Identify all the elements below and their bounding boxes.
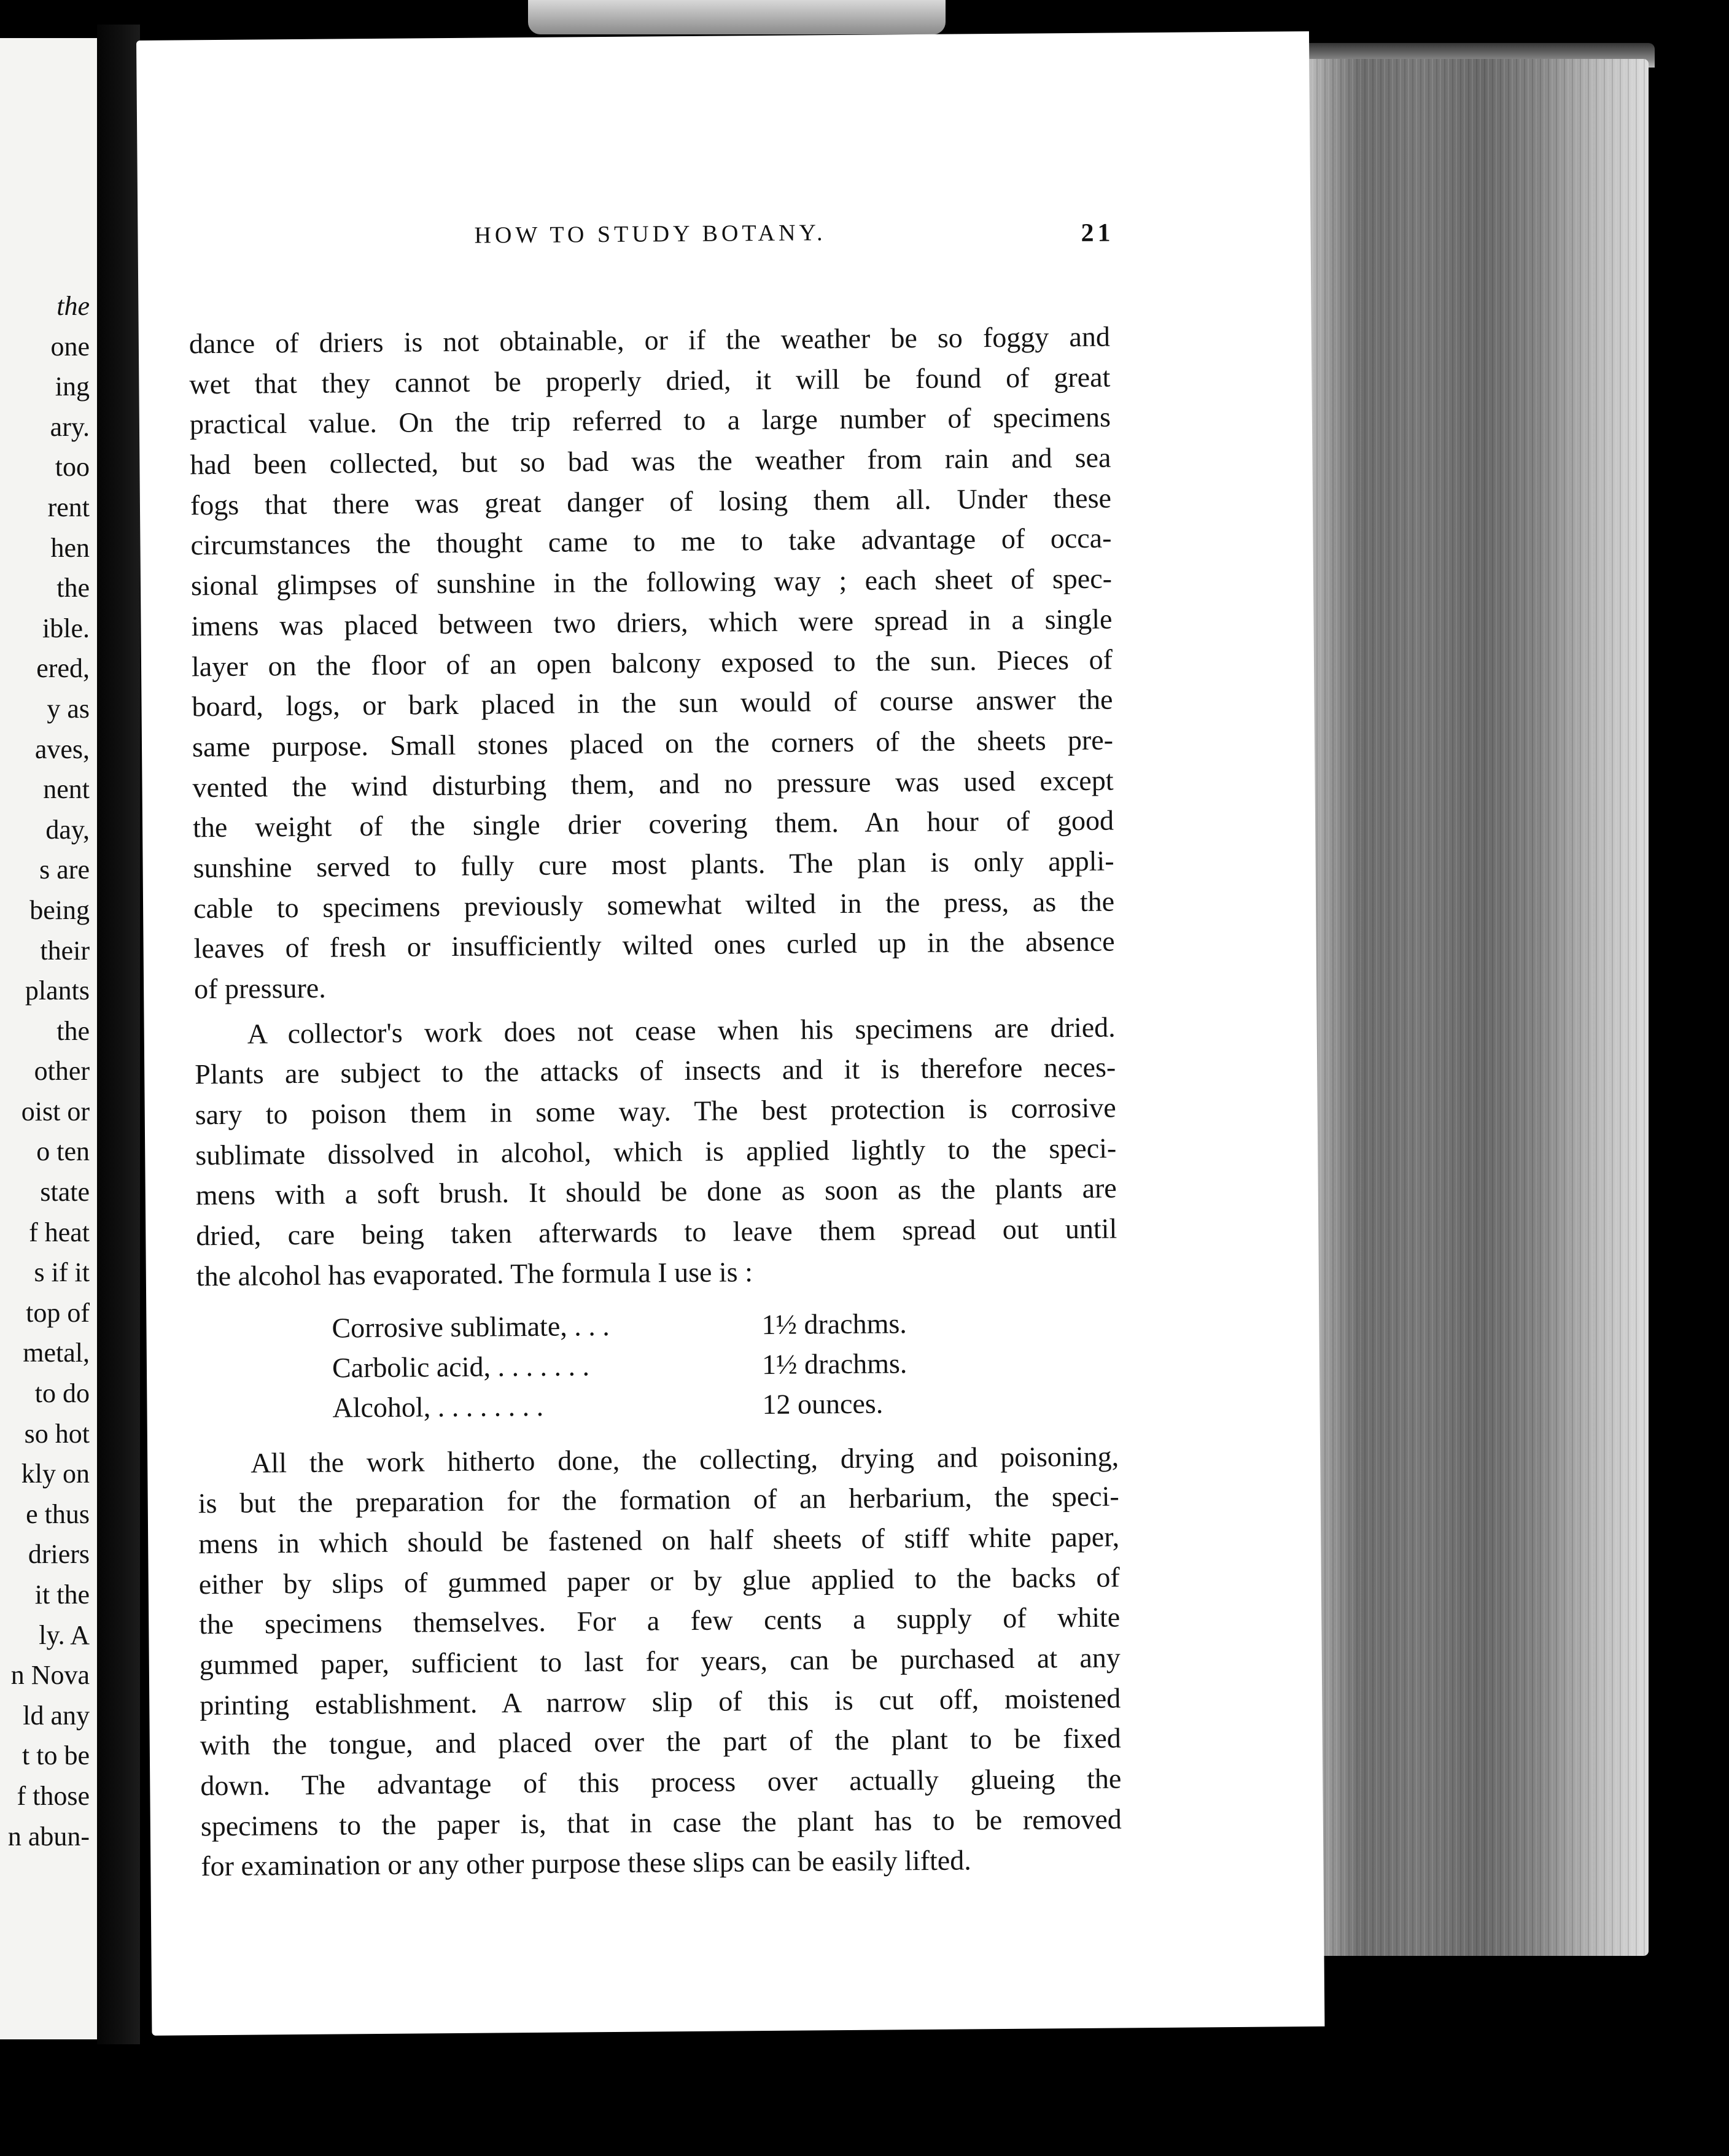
text-line: had been collected, but so bad was the weather from rain and sea [190, 441, 1111, 481]
text-line: either by slips of gummed paper or by glue applied to the backs of [198, 1561, 1120, 1600]
formula-amount: 12 ounces. [762, 1387, 884, 1420]
text-line: leaves of fresh or insufficiently wilted ones curled up in the absence [193, 925, 1115, 964]
left-page-line-fragment: kly on [21, 1459, 90, 1489]
left-page-line-ends [0, 286, 90, 1856]
left-page-line-fragment: other [34, 1056, 90, 1087]
text-line: printing establishment. A narrow slip of this is cut off, moistened [200, 1682, 1121, 1721]
left-page-line-fragment: it the [34, 1580, 90, 1610]
book-page [136, 31, 1324, 2036]
formula-ingredient: Alcohol, . . . . . . . . [332, 1390, 544, 1424]
left-page-line-fragment: driers [28, 1539, 90, 1570]
formula-ingredient: Corrosive sublimate, . . . [332, 1309, 610, 1344]
text-line: for examination or any other purpose these slips can be easily lifted. [201, 1844, 971, 1882]
text-line: specimens to the paper is, that in case the plant has to be removed [200, 1803, 1122, 1842]
left-page-line-fragment: f those [17, 1780, 90, 1811]
left-page-line-fragment: hen [50, 532, 90, 563]
paragraph-2 [194, 1007, 1117, 1297]
left-page-line-fragment: t to be [22, 1740, 90, 1771]
page-gutter [97, 25, 140, 2044]
text-line: All the work hitherto done, the collecting, drying and poisoning, [250, 1440, 1119, 1479]
text-line: the specimens themselves. For a few cents a supply of white [199, 1601, 1121, 1640]
paragraph-1 [189, 317, 1116, 1009]
text-line: vented the wind disturbing them, and no pressure was used except [192, 764, 1114, 803]
text-line: the alcohol has evaporated. The formula I use is : [196, 1255, 753, 1292]
text-line: cable to specimens previously somewhat wilted in the press, as the [193, 885, 1115, 924]
left-page-line-fragment: the [56, 291, 90, 321]
formula-table [196, 1301, 1118, 1429]
paragraph-3 [198, 1436, 1122, 1886]
text-line: sunshine served to fully cure most plants. The plan is only appli- [193, 845, 1114, 884]
left-page-line-fragment: ly. A [39, 1619, 90, 1650]
left-page-line-fragment: ing [55, 371, 90, 402]
text-line: fogs that there was great danger of losing them all. Under these [190, 482, 1112, 521]
text-line: imens was placed between two driers, which were spread in a single [191, 603, 1113, 642]
left-page-line-fragment: the [56, 573, 90, 603]
left-page-line-fragment: state [40, 1177, 90, 1208]
left-page-line-fragment: being [29, 894, 90, 925]
left-page-line-fragment: e thus [26, 1499, 90, 1529]
left-page-line-fragment: o ten [36, 1136, 90, 1167]
left-page-line-fragment: too [55, 452, 90, 483]
left-page-line-fragment: oist or [21, 1096, 90, 1126]
left-page-line-fragment: metal, [23, 1338, 90, 1368]
binding-tab [528, 0, 946, 34]
text-line: practical value. On the trip referred to a large number of specimens [189, 401, 1111, 440]
text-line: A collector's work does not cease when his specimens are dried. [247, 1011, 1116, 1050]
left-page-line-fragment: top of [26, 1297, 90, 1328]
left-page-line-fragment: their [40, 935, 90, 966]
running-title: HOW TO STUDY BOTANY. [474, 220, 826, 249]
left-page-line-fragment: s if it [34, 1257, 90, 1288]
left-page-line-fragment: n Nova [10, 1660, 90, 1691]
text-line: layer on the floor of an open balcony exposed to the sun. Pieces of [191, 643, 1113, 682]
left-page-line-fragment: s are [39, 855, 90, 885]
text-line: same purpose. Small stones placed on the corners of the sheets pre- [192, 724, 1114, 763]
formula-row [332, 1381, 1118, 1427]
left-page-line-fragment: to do [34, 1378, 90, 1409]
text-line: Plants are subject to the attacks of insects and it is therefore neces- [195, 1051, 1116, 1090]
text-line: board, logs, or bark placed in the sun would of course answer the [192, 683, 1113, 723]
formula-amount: 1½ drachms. [761, 1307, 907, 1340]
text-line: sary to poison them in some way. The best protection is corrosive [195, 1092, 1116, 1131]
text-line: dance of driers is not obtainable, or if the weather be so foggy and [188, 320, 1111, 360]
running-head [138, 215, 1310, 262]
text-line: down. The advantage of this process over actually glueing the [200, 1762, 1122, 1802]
left-page-line-fragment: n abun- [7, 1821, 90, 1852]
text-line: of pressure. [193, 972, 326, 1005]
left-page-line-fragment: the [56, 1015, 90, 1046]
text-line: sional glimpses of sunshine in the following way ; each sheet of spec- [190, 562, 1113, 602]
left-page-line-fragment: plants [25, 975, 90, 1006]
left-page-line-fragment: ered, [36, 653, 90, 684]
page-number: 21 [1081, 219, 1114, 247]
formula-row [332, 1301, 1117, 1348]
left-page-line-fragment: f heat [29, 1217, 90, 1247]
text-line: gummed paper, sufficient to last for years, can be purchased at any [199, 1642, 1121, 1681]
left-page-line-fragment: ld any [23, 1700, 90, 1731]
left-page-line-fragment: ible. [42, 613, 90, 643]
formula-ingredient: Carbolic acid, . . . . . . . [332, 1349, 590, 1384]
text-line: the weight of the single drier covering them. An hour of good [192, 804, 1114, 843]
page-block-fore-edge [1280, 59, 1649, 1956]
formula-amount: 1½ drachms. [761, 1347, 907, 1380]
left-page-line-fragment: so hot [24, 1418, 90, 1449]
left-page-line-fragment: ary. [50, 411, 90, 442]
text-line: is but the preparation for the formation of an herbarium, the speci- [198, 1480, 1119, 1519]
text-line: sublimate dissolved in alcohol, which is applied lightly to the speci- [195, 1132, 1117, 1171]
left-page-line-fragment: aves, [34, 734, 90, 764]
text-line: wet that they cannot be properly dried, it will be found of great [189, 361, 1111, 400]
left-facing-page [0, 38, 97, 2039]
text-line: dried, care being taken afterwards to leave them spread out until [196, 1212, 1117, 1252]
left-page-line-fragment: rent [47, 492, 90, 522]
left-page-line-fragment: day, [45, 814, 90, 845]
page-body [189, 317, 1122, 1887]
left-page-line-fragment: one [50, 331, 90, 362]
left-page-line-fragment: nent [43, 774, 90, 805]
left-page-line-fragment: y as [47, 693, 90, 724]
formula-row [332, 1341, 1118, 1387]
text-line: circumstances the thought came to me to take advantage of occa- [190, 522, 1112, 561]
text-line: mens with a soft brush. It should be done as soon as the plants are [195, 1172, 1117, 1211]
text-line: with the tongue, and placed over the part of the plant to be fixed [200, 1722, 1121, 1761]
text-line: mens in which should be fastened on half sheets of stiff white paper, [198, 1521, 1120, 1560]
